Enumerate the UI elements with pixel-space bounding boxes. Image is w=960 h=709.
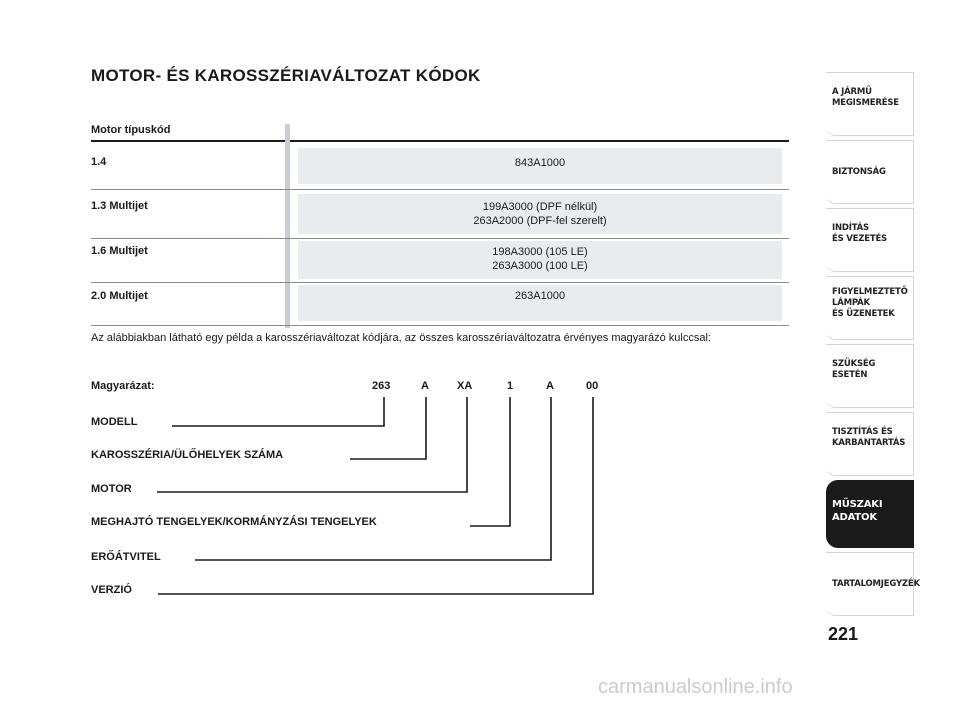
row-label-1-6-multijet: 1.6 Multijet: [91, 245, 148, 257]
code-263: 263: [372, 380, 391, 392]
tab-muszaki-adatok[interactable]: [826, 480, 914, 548]
tab-label: MŰSZAKI ADATOK: [832, 499, 883, 523]
label-eroatvitel: ERŐÁTVITEL: [91, 551, 161, 563]
intro-text: Az alábbiakban látható egy példa a karosszériaváltozat kódjára, az összes karosszériaváltozatra érvényes magyarázó kulccsal:: [91, 332, 711, 344]
tab-label: BIZTONSÁG: [832, 167, 886, 177]
tab-tisztitas-es-karbantartas[interactable]: [826, 412, 914, 476]
code-1: 1: [507, 380, 514, 392]
tab-szukseg-eseten[interactable]: [826, 344, 914, 408]
row-value-text: 199A3000 (DPF nélkül): [482, 201, 598, 213]
tab-figyelmezteto-lampak[interactable]: [826, 276, 914, 340]
connector-meghajto: [470, 397, 510, 526]
row-label-1-3-multijet: 1.3 Multijet: [91, 200, 148, 212]
code-a: A: [421, 380, 429, 392]
label-motor: MOTOR: [91, 483, 132, 495]
tab-label: FIGYELMEZTETŐ LÁMPÁK ÉS ÜZENETEK: [832, 287, 908, 319]
connector-karosszeria: [350, 397, 426, 459]
row-value-text: 263A2000 (DPF-fel szerelt): [473, 215, 607, 227]
code-xa: XA: [457, 380, 473, 392]
row-value-text: 263A3000 (100 LE): [492, 260, 588, 272]
tab-tartalomjegyzek[interactable]: [826, 552, 920, 616]
tab-label: TARTALOMJEGYZÉK: [832, 579, 920, 589]
tab-inditas-es-vezetes[interactable]: [826, 208, 914, 272]
row-label-2-0-multijet: 2.0 Multijet: [91, 290, 148, 302]
row-value-text: 198A3000 (105 LE): [492, 246, 588, 258]
connector-eroatvitel: [195, 397, 551, 560]
connector-modell: [172, 397, 384, 426]
tab-label: A JÁRMŰ MEGISMERÉSE: [832, 87, 899, 108]
code-a-2: A: [546, 380, 554, 392]
label-modell: MODELL: [91, 416, 138, 428]
code-00: 00: [586, 380, 599, 392]
tab-biztonsag[interactable]: [826, 140, 914, 204]
page-title: MOTOR- ÉS KAROSSZÉRIAVÁLTOZAT KÓDOK: [91, 66, 481, 85]
legend-title: Magyarázat:: [91, 380, 155, 392]
label-verzio: VERZIÓ: [91, 584, 132, 596]
table-header: Motor típuskód: [91, 124, 171, 136]
connector-motor: [157, 397, 467, 492]
watermark: carmanualsonline.info: [598, 676, 793, 698]
tab-a-jarmu-megismerese[interactable]: [826, 72, 914, 136]
row-label-1-4: 1.4: [91, 156, 107, 168]
tab-label: INDÍTÁS ÉS VEZETÉS: [832, 223, 887, 244]
label-karosszeria: KAROSSZÉRIA/ÜLŐHELYEK SZÁMA: [91, 449, 284, 461]
page-number: 221: [828, 624, 859, 644]
row-value-text: 843A1000: [514, 157, 566, 169]
tab-label: SZÜKSÉG ESETÉN: [832, 359, 876, 380]
tab-label: TISZTÍTÁS ÉS KARBANTARTÁS: [832, 427, 906, 448]
row-value-text: 263A1000: [514, 290, 566, 302]
label-meghajto: MEGHAJTÓ TENGELYEK/KORMÁNYZÁSI TENGELYEK: [91, 516, 377, 528]
